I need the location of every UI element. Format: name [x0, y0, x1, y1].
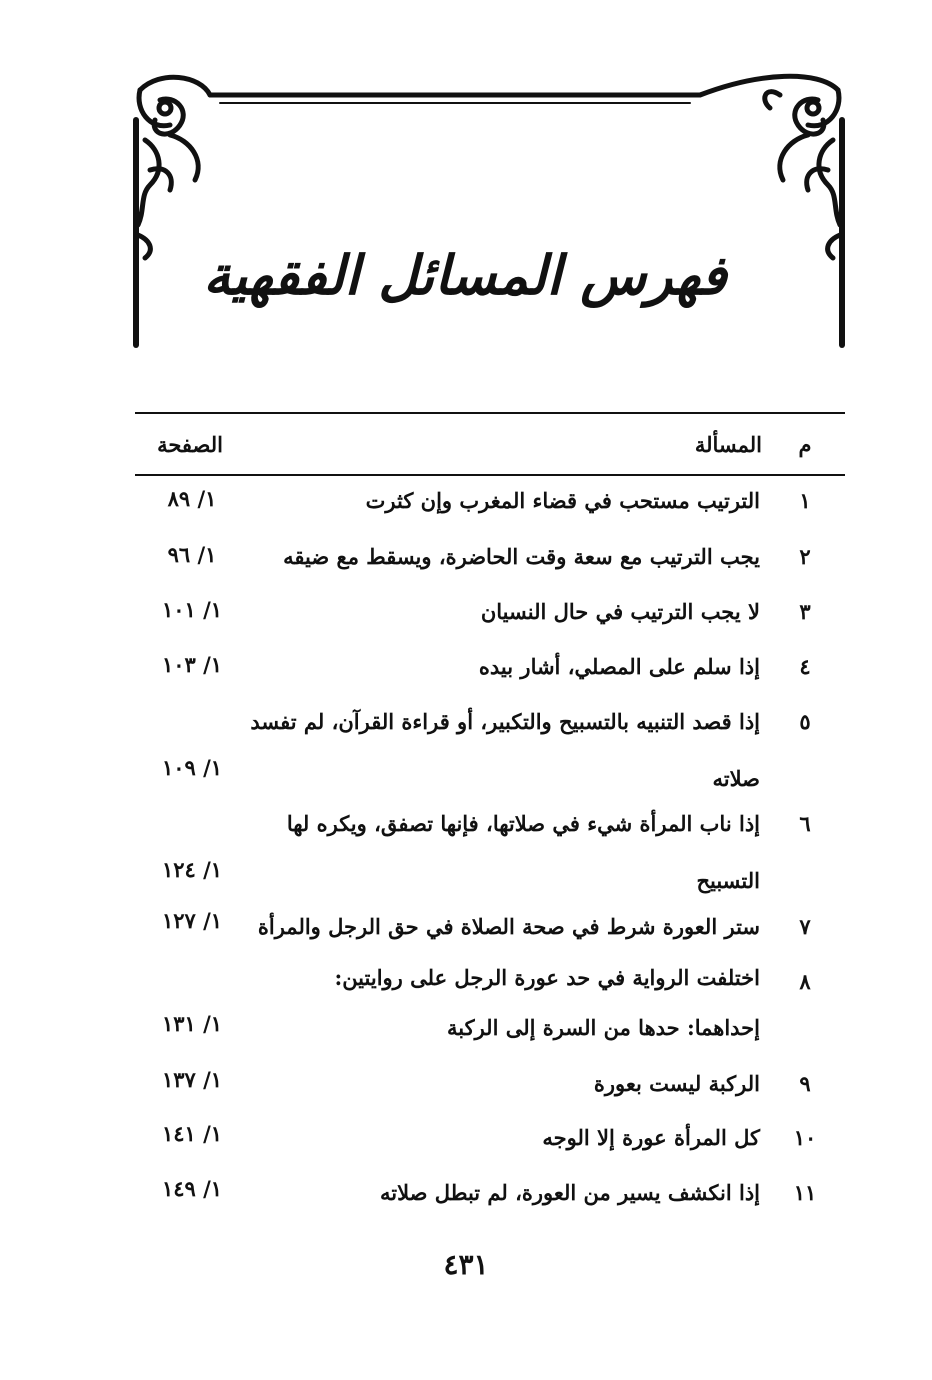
row-issue-line: ستر العورة شرط في صحة الصلاة في حق الرجل والمرأة — [257, 914, 760, 939]
row-number: ٩ — [799, 1071, 811, 1096]
row-issue-text — [255, 898, 760, 955]
row-issue-line: إذا انكشف يسير من العورة، لم تبطل صلاته — [380, 1180, 760, 1205]
row-issue-line: إحداهما: حدها من السرة إلى الركبة — [446, 1015, 760, 1040]
row-issue-text — [255, 1164, 760, 1221]
row-number: ٤ — [799, 654, 811, 679]
row-issue-line: إذا ناب المرأة شيء في صلاتها، فإنها تصفق، ويكره لها — [286, 811, 760, 836]
row-page: ١/ ١٣١ — [161, 1011, 223, 1036]
row-issue-text — [255, 583, 760, 640]
row-number: ١٠ — [793, 1125, 817, 1150]
row-issue-line: الركبة ليست بعورة — [593, 1071, 760, 1096]
row-issue-text — [255, 472, 760, 529]
row-issue-text — [255, 1055, 760, 1112]
row-issue-line: يجب الترتيب مع سعة وقت الحاضرة، ويسقط مع ضيقه — [283, 544, 760, 569]
header-issue: المسألة — [694, 431, 762, 457]
row-page: ١/ ١٢٧ — [161, 908, 223, 933]
row-issue-line: لا يجب الترتيب في حال النسيان — [480, 599, 760, 624]
row-issue-text — [255, 1109, 760, 1166]
page-title: فهرس المسائل الفقهية — [203, 243, 727, 307]
page-number: ٤٣١ — [443, 1248, 489, 1281]
row-issue-line: الترتيب مستحب في قضاء المغرب وإن كثرت — [365, 488, 760, 513]
row-number: ٦ — [799, 811, 811, 836]
row-number: ١ — [799, 488, 811, 513]
row-page: ١/ ٨٩ — [167, 486, 217, 511]
row-issue-line: صلاته — [712, 766, 760, 791]
row-page: ١/ ١٠١ — [161, 597, 223, 622]
row-page: ١/ ١٢٤ — [161, 857, 223, 882]
header-page: الصفحة — [157, 431, 223, 457]
row-number: ٥ — [799, 709, 811, 734]
row-issue-text — [255, 953, 760, 1053]
row-page: ١/ ١٠٣ — [161, 652, 223, 677]
row-issue-text — [255, 528, 760, 585]
row-issue-line: إذا قصد التنبيه بالتسبيح والتكبير، أو قراءة القرآن، لم تفسد — [250, 709, 760, 734]
row-number: ٨ — [799, 969, 811, 994]
row-page: ١/ ١٣٧ — [161, 1067, 223, 1092]
header-number: م — [798, 431, 812, 457]
row-issue-line: التسبيح — [696, 868, 760, 893]
row-issue-line: إذا سلم على المصلي، أشار بيده — [478, 654, 760, 679]
row-number: ١١ — [793, 1180, 817, 1205]
row-number: ٣ — [799, 599, 811, 624]
row-issue-line: اختلفت الرواية في حد عورة الرجل على روايتين: — [334, 965, 760, 990]
row-page: ١/ ١٤٩ — [161, 1176, 223, 1201]
row-issue-text — [250, 693, 760, 807]
row-issue-text — [255, 795, 760, 909]
row-number: ٢ — [799, 544, 811, 569]
row-issue-text — [255, 638, 760, 695]
row-page: ١/ ١٠٩ — [161, 755, 223, 780]
row-page: ١/ ١٤١ — [161, 1121, 223, 1146]
row-number: ٧ — [799, 914, 811, 939]
row-page: ١/ ٩٦ — [167, 542, 217, 567]
table-top-rule — [135, 412, 845, 414]
row-issue-line: كل المرأة عورة إلا الوجه — [542, 1125, 760, 1150]
